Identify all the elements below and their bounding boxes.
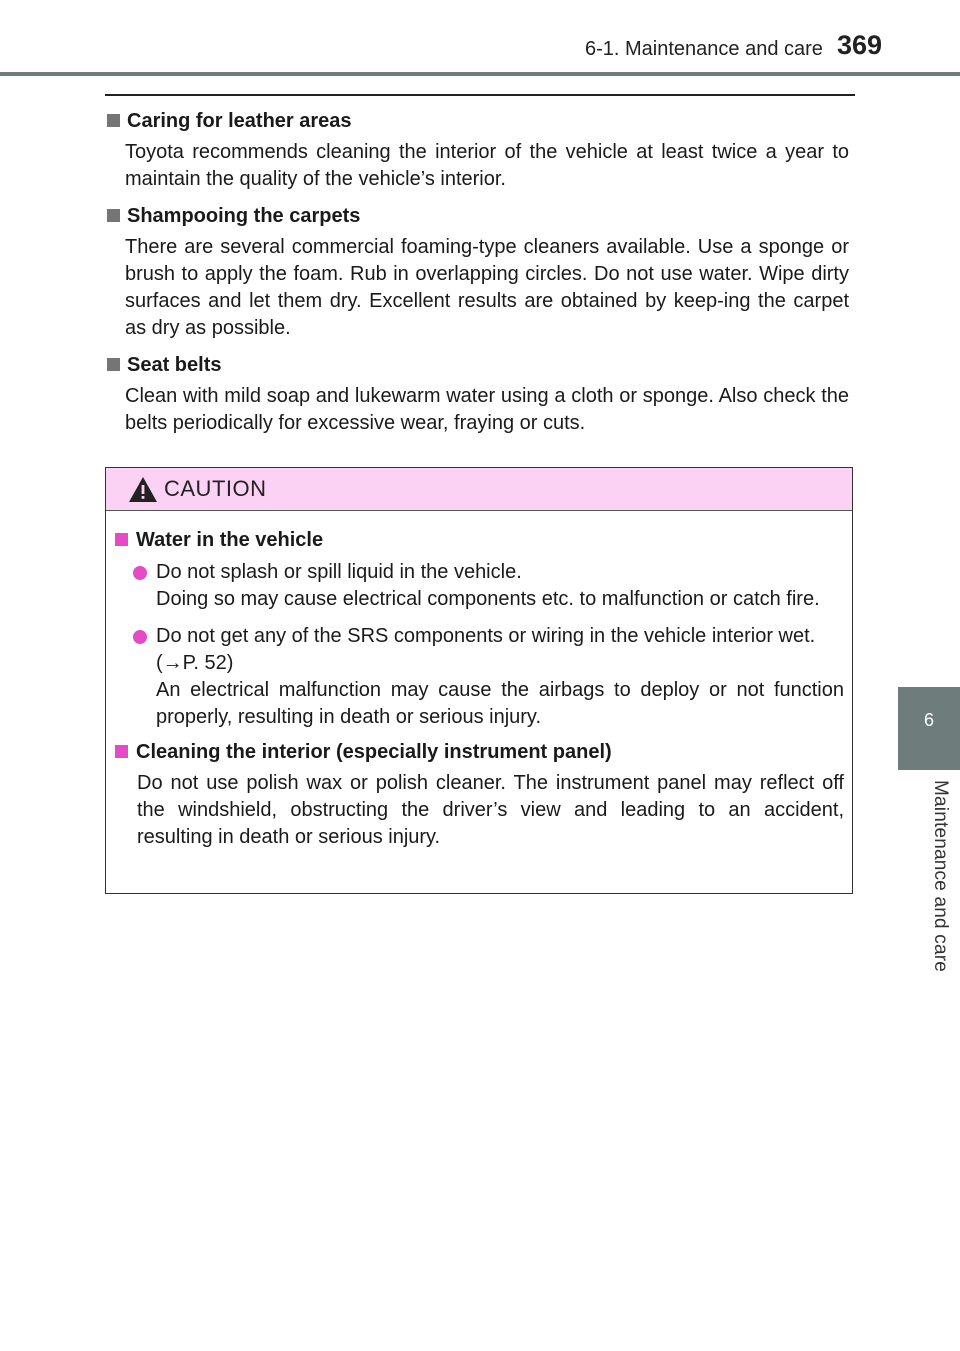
main-content [107, 108, 849, 437]
round-bullet-icon [133, 566, 147, 580]
section-body-leather: Toyota recommends cleaning the interior of the vehicle at least twice a year to maintain the quality of the vehicle’s interior. [125, 141, 849, 190]
caution-body [106, 511, 852, 851]
page-header [0, 0, 960, 76]
round-bullet-icon [133, 630, 147, 644]
section-heading-carpets: Shampooing the carpets [107, 203, 849, 230]
header-section-title: 6-1. Maintenance and care [585, 38, 823, 60]
caution-heading-interior: Cleaning the interior (especially instrument panel) [115, 739, 844, 766]
section-body-seat-belts: Clean with mild soap and lukewarm water using a cloth or sponge. Also check the belts periodically for excessive wear, fraying or cuts. [125, 385, 849, 434]
warning-triangle-icon [128, 476, 158, 503]
caution-heading-water: Water in the vehicle [115, 527, 844, 554]
caution-box [105, 467, 853, 894]
caution-body-interior: Do not use polish wax or polish cleaner. The instrument panel may reflect off the windshield, obstructing the driver’s view and leading to an accident, resulting in death or serious injury. [137, 772, 844, 848]
section-heading-leather: Caring for leather areas [107, 108, 849, 135]
square-bullet-icon [107, 358, 120, 371]
caution-title: CAUTION [164, 476, 267, 501]
caution-header [106, 468, 852, 511]
section-heading-seat-belts: Seat belts [107, 352, 849, 379]
caution-bullet-srs: Do not get any of the SRS components or wiring in the vehicle interior wet. (→P. 52) An electrical malfunction may cause the airbags to deploy or not function properly, resulting in death or serious injury. [115, 623, 844, 731]
chapter-tab-number: 6 [923, 710, 934, 730]
square-bullet-icon [115, 533, 128, 546]
top-rule [105, 94, 855, 96]
section-body-carpets: There are several commercial foaming-type cleaners available. Use a sponge or brush to apply the foam. Rub in overlapping circles. Do not use water. Wipe dirty surfaces and let them dry. Excellent results are obtained by keep-ing the carpet as dry as possible. [125, 236, 849, 339]
page-number: 369 [837, 30, 883, 60]
square-bullet-icon [107, 114, 120, 127]
header-divider [0, 72, 960, 76]
square-bullet-icon [115, 745, 128, 758]
page-reference-link[interactable]: (→P. 52) [156, 652, 234, 674]
chapter-tab-label: Maintenance and care [930, 780, 951, 973]
caution-bullet-splash: Do not splash or spill liquid in the vehicle. Doing so may cause electrical components etc. to malfunction or catch fire. [115, 559, 844, 613]
square-bullet-icon [107, 209, 120, 222]
